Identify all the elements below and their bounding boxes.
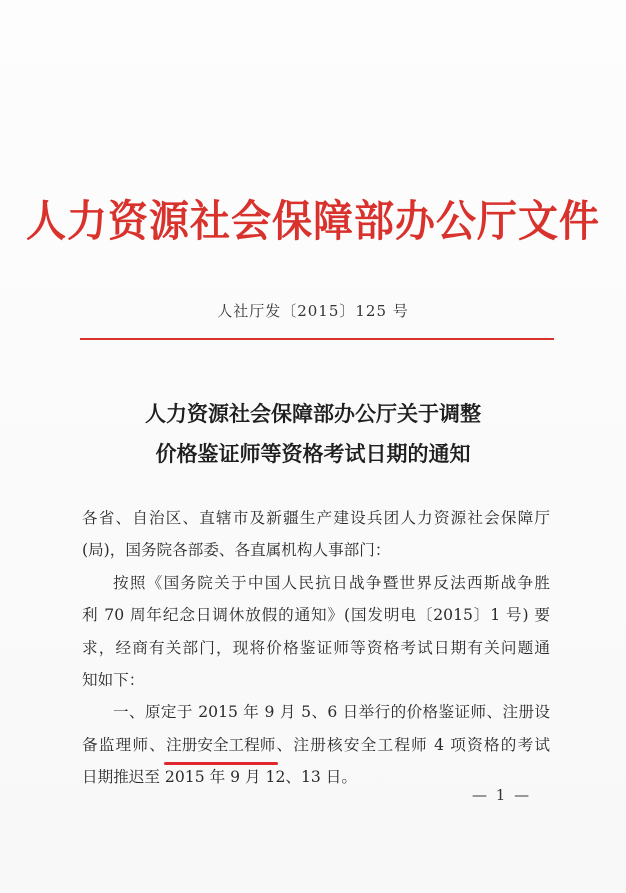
paragraph-1-line-1: 按照《国务院关于中国人民抗日战争暨世界反法西斯战争胜 <box>113 573 550 592</box>
page-number: — 1 — <box>472 786 532 804</box>
paragraph-1-line-3: 求，经商有关部门，现将价格鉴证师等资格考试日期有关问题通 <box>82 638 550 657</box>
red-divider-rule <box>80 338 554 340</box>
paragraph-2-line-2 <box>82 729 550 761</box>
notice-title-line-2: 价格鉴证师等资格考试日期的通知 <box>155 441 471 466</box>
paragraph-2-line-2-end: 、注册核安全工程师 4 项资格的考试 <box>275 735 550 754</box>
document-header-title: 人力资源社会保障部办公厅文件 <box>26 196 600 247</box>
notice-title <box>0 394 626 474</box>
paragraph-1-line-2: 利 70 周年纪念日调休放假的通知》(国发明电〔2015〕1 号) 要 <box>82 606 550 625</box>
paragraph-1-line-4: 知如下： <box>82 671 145 690</box>
notice-body <box>82 502 550 794</box>
paragraph-2-line-2-start: 备监理师、 <box>82 735 167 754</box>
notice-title-line-1: 人力资源社会保障部办公厅关于调整 <box>145 401 481 426</box>
paragraph-2-line-3: 日期推迟至 2015 年 9 月 12、13 日。 <box>82 768 357 787</box>
paragraph-2-line-1: 一、原定于 2015 年 9 月 5、6 日举行的价格鉴证师、注册设 <box>113 703 550 722</box>
addressee-line-1: 各省、自治区、直辖市及新疆生产建设兵团人力资源社会保障厅 <box>82 509 550 527</box>
document-number: 人社厅发〔2015〕125 号 <box>217 302 409 320</box>
highlighted-term-registered-safety-engineer: 注册安全工程师 <box>166 729 275 761</box>
addressee-line-2: (局)，国务院各部委、各直属机构人事部门： <box>82 541 391 560</box>
